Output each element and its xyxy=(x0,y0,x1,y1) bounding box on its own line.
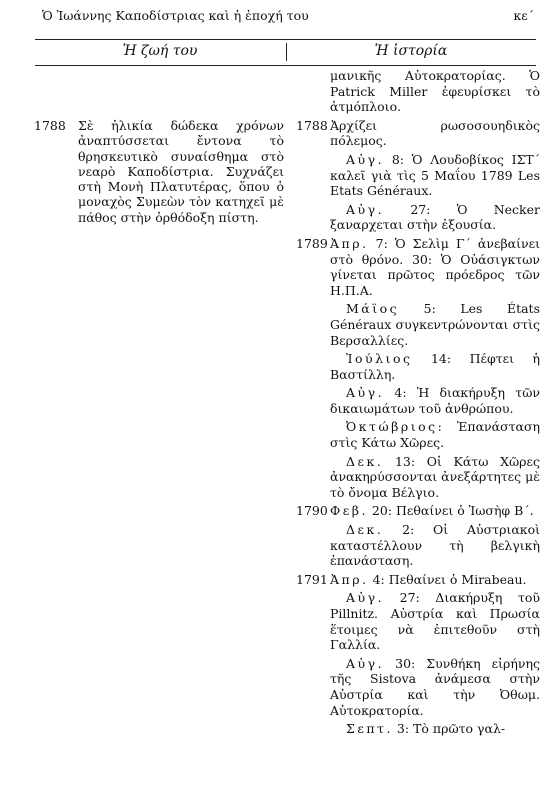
running-head-title: Ὁ Ἰωάννης Καποδίστριας καὶ ἡ ἐποχή του xyxy=(42,8,309,23)
history-body: 4: Πεθαίνει ὁ Mirabeau. xyxy=(372,571,527,587)
history-text xyxy=(330,721,540,737)
history-body: 7: Ὁ Σελὶμ Γ΄ ἀνεβαίνει στὸ θρόνο. 30: Ὁ Οὐάσιγκτων γίνεται πρῶτος πρόεδρος τῶν Η.Π.Α. xyxy=(330,235,540,298)
column-heading-history: Ἡ ἱστορία xyxy=(374,43,448,59)
history-entry xyxy=(296,236,540,298)
history-body: 30: Συνθήκη εἰρήνης τῆς Sistova ἀνάμεσα στὴν Αὐστρία καὶ τὴν Ὀθωμ. Αὐτοκρατορία. xyxy=(330,655,540,718)
history-year: 1788 xyxy=(296,117,328,133)
history-text xyxy=(330,572,540,588)
history-entry xyxy=(296,152,540,199)
history-text xyxy=(330,351,540,382)
running-head xyxy=(42,8,534,26)
history-body: 27: Ὁ Necker ξαναρχεται στὴν ἐξουσία. xyxy=(330,201,540,233)
history-text xyxy=(330,419,540,450)
history-entry xyxy=(296,522,540,569)
history-entry xyxy=(296,721,540,737)
life-year: 1788 xyxy=(34,118,66,133)
history-body: Ἀρχίζει ρωσοσουηδικὸς πόλεμος. xyxy=(330,117,540,149)
history-entry xyxy=(296,118,540,149)
top-rule xyxy=(35,39,536,40)
history-text xyxy=(330,68,540,115)
history-body: 4: Ἡ διακήρυξη τῶν δικαιωμάτων τοῦ ἀνθρώπου. xyxy=(330,385,540,416)
column-heading-life: Ἡ ζωή του xyxy=(122,43,198,59)
history-body: 14: Πέφτει ἡ Βαστίλλη. xyxy=(330,351,540,382)
history-body: 8: Ὁ Λουδοβίκος ΙΣΤ΄ καλεῖ γιὰ τὶς 5 Μαΐου 1789 Les Etats Généraux. xyxy=(330,151,540,199)
history-entry xyxy=(296,68,540,115)
history-entry xyxy=(296,301,540,348)
history-date-label: Φεβ. xyxy=(330,503,368,519)
history-date-label: Δεκ. xyxy=(346,522,384,538)
history-body: 2: Οἱ Αὐστριακοὶ καταστέλλουν τὴ βελγικὴ ἐπανάσταση. xyxy=(330,522,540,569)
history-date-label: Ἀπρ. xyxy=(330,571,369,587)
history-year: 1791 xyxy=(296,571,328,587)
history-text xyxy=(330,202,540,233)
history-date-label: Ἰούλιος xyxy=(346,351,413,367)
history-body: 20: Πεθαίνει ὁ Ἰωσὴφ Β΄. xyxy=(371,503,534,519)
history-text xyxy=(330,590,540,652)
history-date-label: Μάϊος xyxy=(346,301,400,317)
history-text xyxy=(330,385,540,416)
history-entry xyxy=(296,590,540,652)
history-entry xyxy=(296,202,540,233)
history-date-label: Αὐγ. xyxy=(346,385,385,401)
history-date-label: Αὐγ. xyxy=(346,201,385,217)
history-date-label: Αὐγ. xyxy=(346,590,385,606)
page-number: κε΄ xyxy=(513,8,534,23)
history-date-label: Αὐγ. xyxy=(346,151,385,167)
history-text xyxy=(330,236,540,298)
history-date-label: Δεκ. xyxy=(346,453,384,469)
history-column xyxy=(296,68,540,740)
history-text xyxy=(330,454,540,501)
history-year: 1789 xyxy=(296,235,328,251)
heading-rule xyxy=(35,65,536,66)
history-body: 13: Οἱ Κάτω Χῶρες ἀνακηρύσσονται ἀνεξάρτητες μὲ τὸ ὄνομα Βέλγιο. xyxy=(330,453,540,500)
history-text xyxy=(330,118,540,149)
history-body: Ἐπανάσταση στὶς Κάτω Χῶρες. xyxy=(330,419,540,451)
history-year: 1790 xyxy=(296,503,328,519)
history-body: 27: Διακήρυξη τοῦ Pillnitz. Αὐστρία καὶ Πρωσία ἕτοιμες νὰ ἐπιτεθοῦν στὴ Γαλλία. xyxy=(330,590,540,653)
history-text xyxy=(330,301,540,348)
history-entry xyxy=(296,419,540,450)
history-body: 3: Τὸ πρῶτο γαλ- xyxy=(396,721,506,737)
history-text xyxy=(330,522,540,569)
history-text xyxy=(330,152,540,199)
history-entry xyxy=(296,503,540,519)
history-body: 5: Les États Généraux συγκεντρώνονται στὶς Βερσαλλίες. xyxy=(330,301,540,348)
history-entry xyxy=(296,351,540,382)
history-text xyxy=(330,503,540,519)
history-entry xyxy=(296,656,540,718)
history-entry xyxy=(296,454,540,501)
history-date-label: Σεπτ. xyxy=(346,721,393,737)
history-body: μανικῆς Αὐτοκρατορίας. Ὁ Patrick Miller ἐφευρίσκει τὸ ἀτμόπλοιο. xyxy=(330,68,540,115)
history-text xyxy=(330,656,540,718)
life-text: Σὲ ἡλικία δώδεκα χρόνων ἀναπτύσσεται ἔντονα τὸ θρησκευτικὸ συναίσθημα στὸ νεαρὸ Καποδίστρια. Συχνάζει στὴ Μονὴ Πλατυτέρας, ὅπου ὁ μοναχὸς Συμεὼν τὸν κατηχεῖ μὲ πάθος στὴν ὀρθόδοξη πίστη. xyxy=(78,118,284,225)
history-date-label: Ἀπρ. xyxy=(330,235,369,251)
history-date-label: Αὐγ. xyxy=(346,655,385,671)
history-entry xyxy=(296,385,540,416)
history-entry xyxy=(296,572,540,588)
history-date-label: Ὀκτώβριος: xyxy=(346,419,445,435)
